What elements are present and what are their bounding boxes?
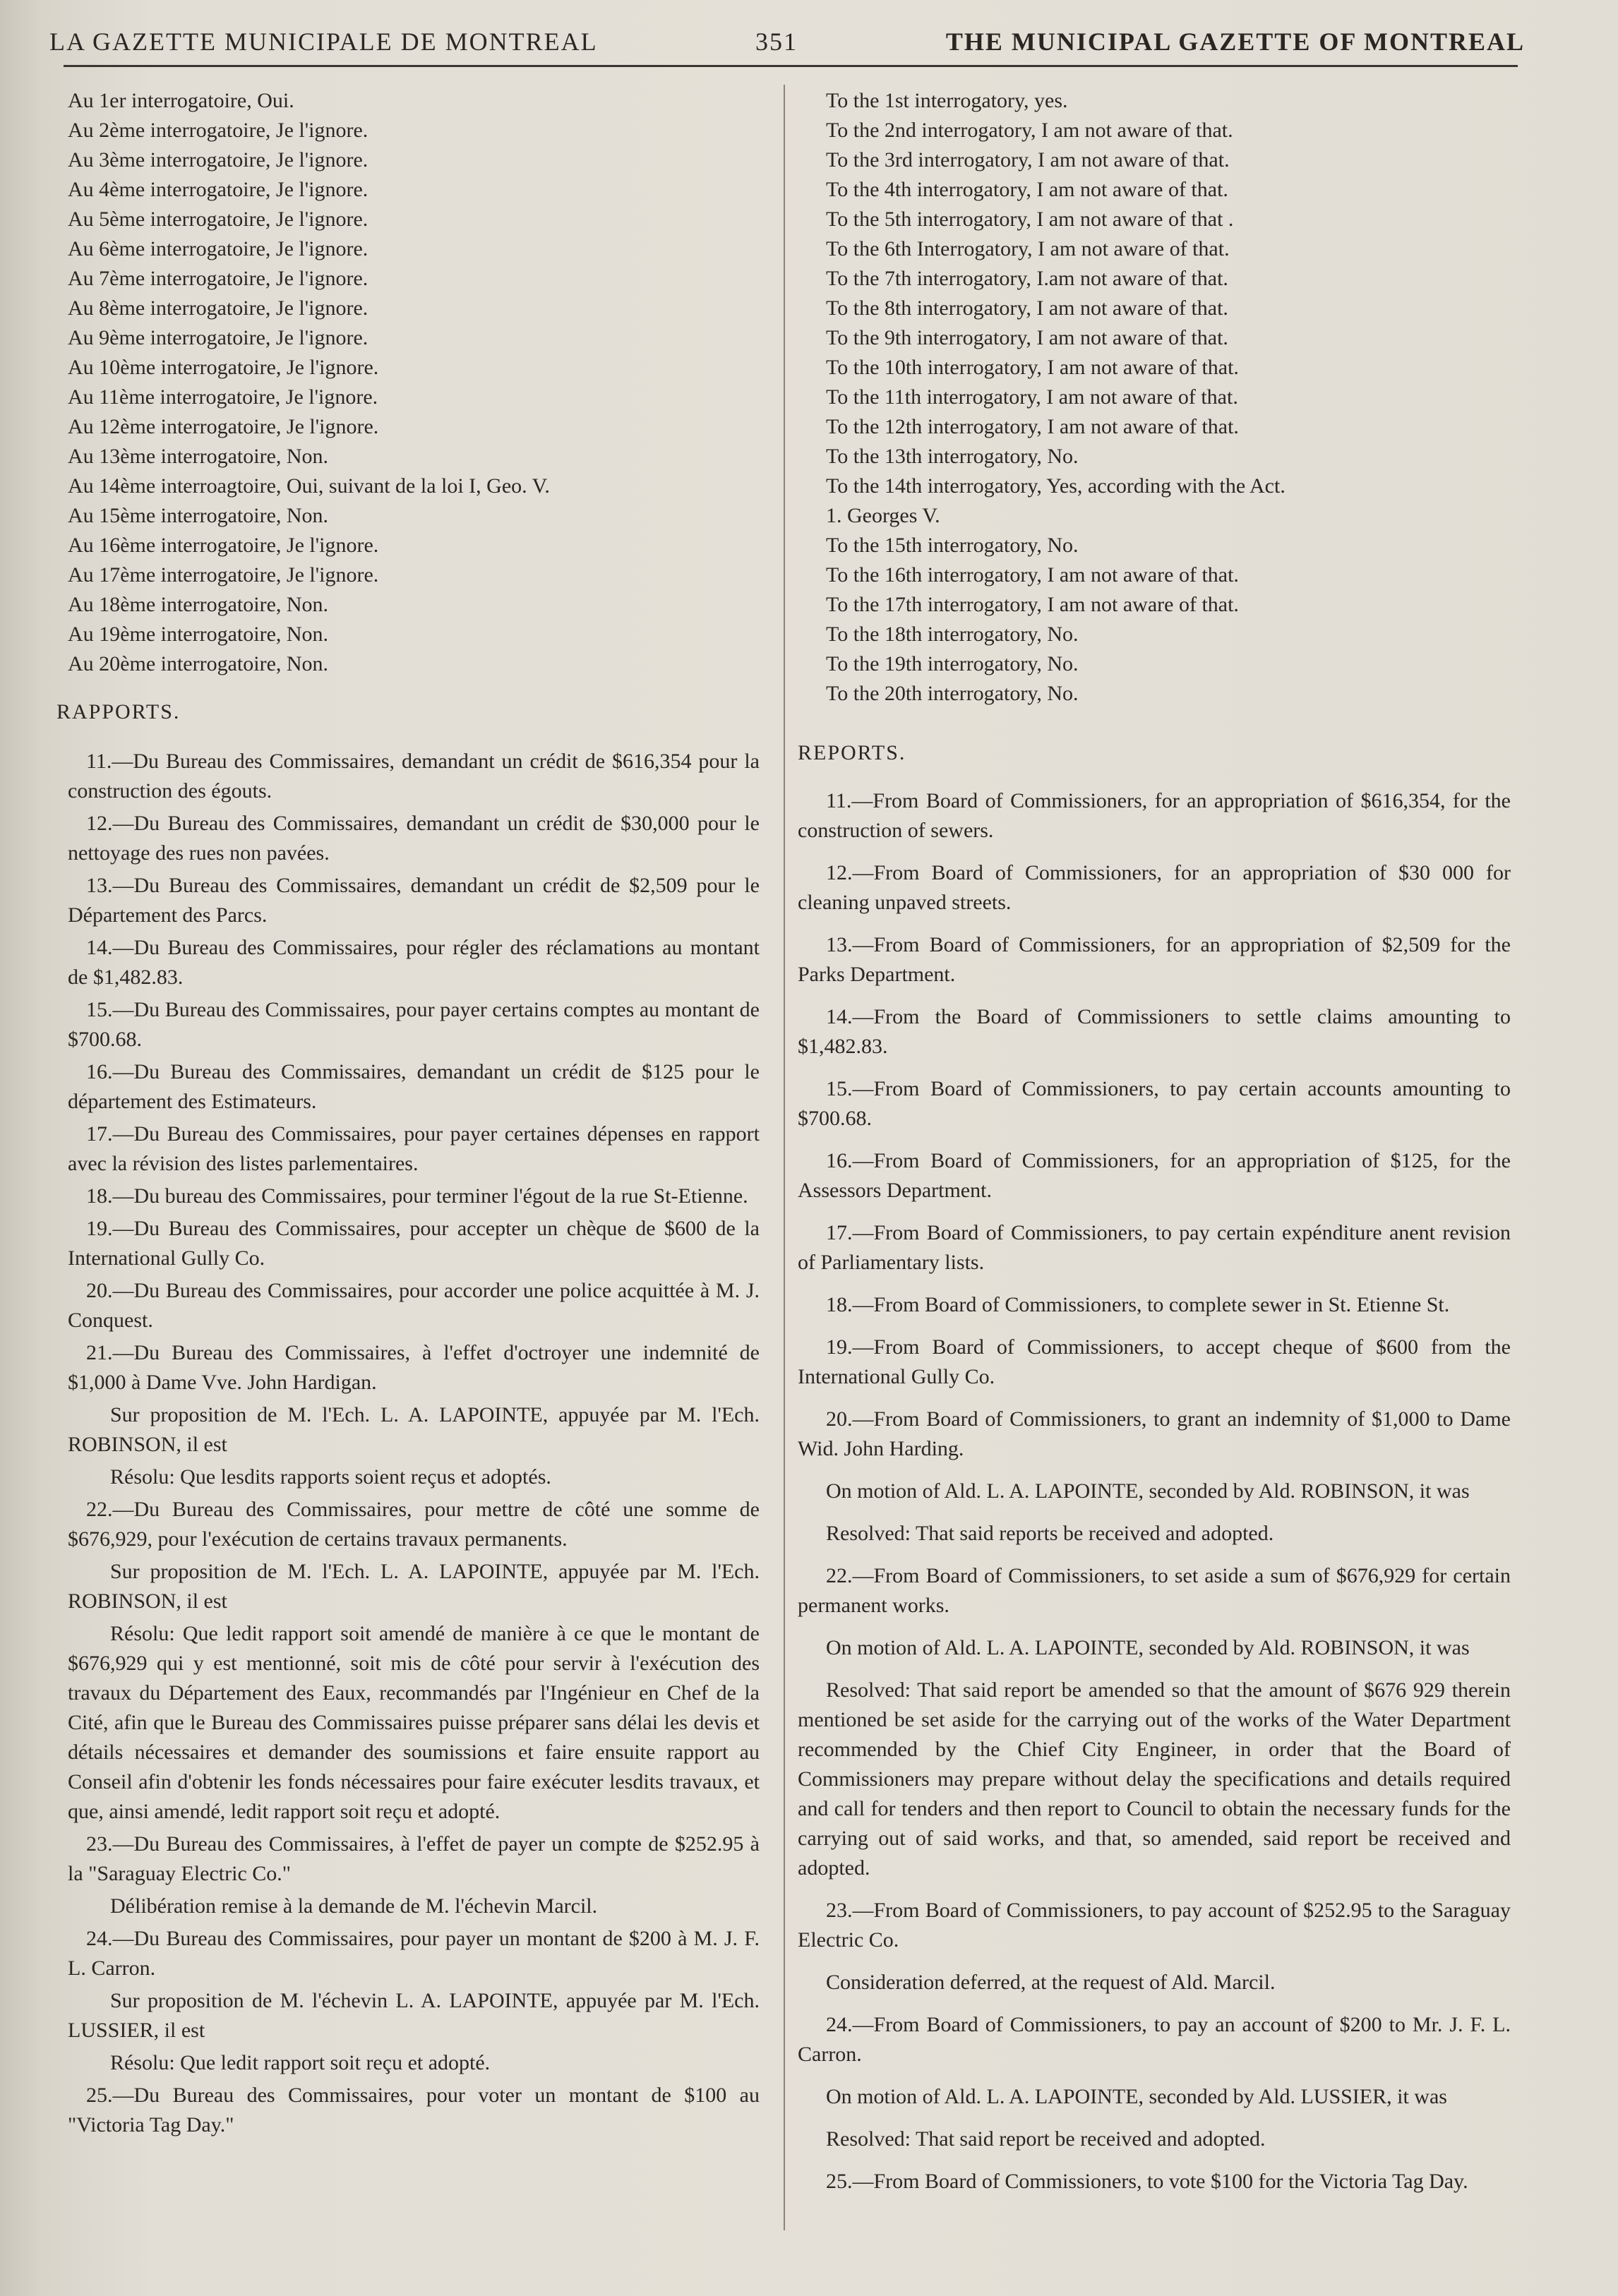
report-paragraph: 17.—From Board of Commissioners, to pay certain expénditure anent revision of Parliamentary lists. (798, 1221, 1511, 1274)
english-reports (798, 786, 1511, 2196)
interrogatory-answer: Au 11ème interrogatoire, Je l'ignore. (68, 385, 378, 409)
interrogatory-answer: 1. Georges V. (826, 504, 940, 527)
interrogatory-answer: To the 14th interrogatory, Yes, according with the Act. (826, 474, 1286, 498)
interrogatory-answer: Au 4ème interrogatoire, Je l'ignore. (68, 178, 368, 201)
report-paragraph: 16.—Du Bureau des Commissaires, demandant un crédit de $125 pour le département des Estimateurs. (68, 1060, 760, 1113)
report-paragraph: Sur proposition de M. l'échevin L. A. LAPOINTE, appuyée par M. l'Ech. LUSSIER, il est (68, 1989, 760, 2042)
interrogatory-answer: Au 3ème interrogatoire, Je l'ignore. (68, 148, 368, 172)
report-paragraph: 24.—Du Bureau des Commissaires, pour payer un montant de $200 à M. J. F. L. Carron. (68, 1927, 760, 1980)
column-divider (784, 85, 785, 2230)
report-paragraph: Délibération remise à la demande de M. l'échevin Marcil. (110, 1894, 598, 1918)
report-paragraph: 13.—Du Bureau des Commissaires, demandant un crédit de $2,509 pour le Département des Parcs. (68, 874, 760, 927)
interrogatory-answer: Au 17ème interrogatoire, Je l'ignore. (68, 563, 379, 587)
report-paragraph: 15.—Du Bureau des Commissaires, pour payer certains comptes au montant de $700.68. (68, 998, 760, 1051)
interrogatory-answer: To the 13th interrogatory, No. (826, 445, 1079, 468)
report-paragraph: 21.—Du Bureau des Commissaires, à l'effet d'octroyer une indemnité de $1,000 à Dame Vve. John Hardigan. (68, 1341, 760, 1394)
report-paragraph: Sur proposition de M. l'Ech. L. A. LAPOINTE, appuyée par M. l'Ech. ROBINSON, il est (68, 1560, 760, 1613)
interrogatory-answer: To the 4th interrogatory, I am not aware of that. (826, 178, 1228, 201)
interrogatory-answer: Au 20ème interrogatoire, Non. (68, 652, 329, 675)
report-paragraph: 19.—Du Bureau des Commissaires, pour accepter un chèque de $600 de la International Gully Co. (68, 1217, 760, 1270)
interrogatory-answer: Au 13ème interrogatoire, Non. (68, 445, 329, 468)
interrogatory-answer: Au 9ème interrogatoire, Je l'ignore. (68, 326, 368, 349)
interrogatory-answer: Au 5ème interrogatoire, Je l'ignore. (68, 208, 368, 231)
french-reports (68, 747, 760, 2140)
interrogatory-answer: Au 7ème interrogatoire, Je l'ignore. (68, 267, 368, 290)
interrogatory-answer: Au 6ème interrogatoire, Je l'ignore. (68, 237, 368, 260)
report-paragraph: 17.—Du Bureau des Commissaires, pour payer certaines dépenses en rapport avec la révision des listes parlementaires. (68, 1122, 760, 1175)
interrogatory-answer: To the 12th interrogatory, I am not aware of that. (826, 415, 1239, 438)
interrogatory-answer: To the 16th interrogatory, I am not aware of that. (826, 563, 1239, 587)
interrogatory-answer: Au 2ème interrogatoire, Je l'ignore. (68, 119, 368, 142)
interrogatory-answer: Au 15ème interrogatoire, Non. (68, 504, 329, 527)
report-paragraph: Resolved: That said report be amended so that the amount of $676 929 therein mentioned be set aside for the carrying out of the works of the Water Department recommended by the Chief City Engineer, in order that the Board of Commissioners may prepare without delay the specifications and details required and call for tenders and then report to Council to obtain the necessary funds for the carrying out of said works, and that, so amended, said report be received and adopted. (798, 1678, 1511, 1880)
report-paragraph: 22.—From Board of Commissioners, to set aside a sum of $676,929 for certain permanent works. (798, 1564, 1511, 1617)
interrogatory-answer: To the 19th interrogatory, No. (826, 652, 1079, 675)
report-paragraph: Résolu: Que ledit rapport soit amendé de manière à ce que le montant de $676,929 qui y est mentionné, soit mis de côté pour servir à l'exécution des travaux du Département des Eaux, recommandés par l'Ingénieur en Chef de la Cité, afin que le Bureau des Commissaires puisse préparer sans délai les devis et détails nécessaires et demander des soumissions et faire ensuite rapport au Conseil afin d'obtenir les fonds nécessaires pour faire exécuter lesdits travaux, et que, ainsi amendé, ledit rapport soit reçu et adopté. (68, 1622, 760, 1823)
report-paragraph: 23.—Du Bureau des Commissaires, à l'effet de payer un compte de $252.95 à la "Saraguay Electric Co." (68, 1832, 760, 1885)
report-paragraph: Résolu: Que ledit rapport soit reçu et adopté. (110, 2051, 491, 2074)
english-interrogatories (798, 86, 1511, 709)
report-paragraph: 25.—Du Bureau des Commissaires, pour voter un montant de $100 au "Victoria Tag Day." (68, 2084, 760, 2136)
interrogatory-answer: To the 5th interrogatory, I am not aware of that . (826, 208, 1234, 231)
header-rule (64, 65, 1518, 67)
interrogatory-answer: Au 12ème interrogatoire, Je l'ignore. (68, 415, 379, 438)
interrogatory-answer: Au 14ème interroagtoire, Oui, suivant de la loi I, Geo. V. (68, 474, 550, 498)
header-english-title: THE MUNICIPAL GAZETTE OF MONTREAL (945, 28, 1525, 56)
french-column (56, 86, 760, 2143)
report-paragraph: Sur proposition de M. l'Ech. L. A. LAPOINTE, appuyée par M. l'Ech. ROBINSON, il est (68, 1403, 760, 1456)
interrogatory-answer: To the 2nd interrogatory, I am not aware of that. (826, 119, 1233, 142)
report-paragraph: 11.—Du Bureau des Commissaires, demandant un crédit de $616,354 pour la construction des égouts. (68, 750, 760, 803)
english-column (798, 86, 1511, 2209)
interrogatory-answer: Au 8ème interrogatoire, Je l'ignore. (68, 296, 368, 320)
report-paragraph: 20.—Du Bureau des Commissaires, pour accorder une police acquittée à M. J. Conquest. (68, 1279, 760, 1332)
report-paragraph: 18.—From Board of Commissioners, to complete sewer in St. Etienne St. (826, 1293, 1450, 1316)
report-paragraph: 16.—From Board of Commissioners, for an appropriation of $125, for the Assessors Department. (798, 1149, 1511, 1202)
interrogatory-answer: To the 1st interrogatory, yes. (826, 89, 1068, 112)
interrogatory-answer: To the 6th Interrogatory, I am not aware of that. (826, 237, 1230, 260)
interrogatory-answer: Au 10ème interrogatoire, Je l'ignore. (68, 356, 379, 379)
report-paragraph: On motion of Ald. L. A. LAPOINTE, seconded by Ald. ROBINSON, it was (826, 1479, 1470, 1503)
report-paragraph: 12.—From Board of Commissioners, for an appropriation of $30 000 for cleaning unpaved streets. (798, 861, 1511, 914)
report-paragraph: On motion of Ald. L. A. LAPOINTE, seconded by Ald. ROBINSON, it was (826, 1636, 1470, 1659)
report-paragraph: 18.—Du bureau des Commissaires, pour terminer l'égout de la rue St-Etienne. (86, 1184, 748, 1208)
french-interrogatories (68, 86, 760, 679)
interrogatory-answer: Au 16ème interrogatoire, Je l'ignore. (68, 534, 379, 557)
report-paragraph: 19.—From Board of Commissioners, to accept cheque of $600 from the International Gully Co. (798, 1335, 1511, 1388)
report-paragraph: 14.—From the Board of Commissioners to settle claims amounting to $1,482.83. (798, 1005, 1511, 1058)
interrogatory-answer: Au 19ème interrogatoire, Non. (68, 623, 329, 646)
interrogatory-answer: To the 11th interrogatory, I am not aware of that. (826, 385, 1238, 409)
report-paragraph: On motion of Ald. L. A. LAPOINTE, seconded by Ald. LUSSIER, it was (826, 2085, 1447, 2108)
report-paragraph: 13.—From Board of Commissioners, for an appropriation of $2,509 for the Parks Department. (798, 933, 1511, 986)
report-paragraph: 12.—Du Bureau des Commissaires, demandant un crédit de $30,000 pour le nettoyage des rues non pavées. (68, 812, 760, 865)
interrogatory-answer: To the 10th interrogatory, I am not aware of that. (826, 356, 1239, 379)
interrogatory-answer: To the 18th interrogatory, No. (826, 623, 1079, 646)
interrogatory-answer: Au 1er interrogatoire, Oui. (68, 89, 294, 112)
interrogatory-answer: To the 17th interrogatory, I am not aware of that. (826, 593, 1239, 616)
interrogatory-answer: To the 15th interrogatory, No. (826, 534, 1079, 557)
report-paragraph: Resolved: That said reports be received and adopted. (826, 1522, 1274, 1545)
report-paragraph: 15.—From Board of Commissioners, to pay certain accounts amounting to $700.68. (798, 1077, 1511, 1130)
interrogatory-answer: To the 8th interrogatory, I am not aware of that. (826, 296, 1228, 320)
interrogatory-answer: To the 7th interrogatory, I.am not aware of that. (826, 267, 1228, 290)
report-paragraph: 20.—From Board of Commissioners, to grant an indemnity of $1,000 to Dame Wid. John Harding. (798, 1407, 1511, 1460)
report-paragraph: 22.—Du Bureau des Commissaires, pour mettre de côté une somme de $676,929, pour l'exécution de certains travaux permanents. (68, 1498, 760, 1551)
report-paragraph: 24.—From Board of Commissioners, to pay an account of $200 to Mr. J. F. L. Carron. (798, 2013, 1511, 2066)
interrogatory-answer: Au 18ème interrogatoire, Non. (68, 593, 329, 616)
report-paragraph: 11.—From Board of Commissioners, for an appropriation of $616,354, for the construction of sewers. (798, 789, 1511, 842)
report-paragraph: 23.—From Board of Commissioners, to pay account of $252.95 to the Saraguay Electric Co. (798, 1899, 1511, 1952)
report-paragraph: Resolved: That said report be received and adopted. (826, 2127, 1266, 2151)
report-paragraph: 25.—From Board of Commissioners, to vote $100 for the Victoria Tag Day. (826, 2170, 1468, 2193)
interrogatory-answer: To the 3rd interrogatory, I am not aware of that. (826, 148, 1230, 172)
french-reports-heading: RAPPORTS. (56, 700, 181, 723)
report-paragraph: 14.—Du Bureau des Commissaires, pour régler des réclamations au montant de $1,482.83. (68, 936, 760, 989)
english-reports-heading: REPORTS. (798, 741, 906, 764)
page-header (49, 21, 1525, 61)
page-number: 351 (755, 28, 798, 56)
interrogatory-answer: To the 20th interrogatory, No. (826, 682, 1079, 705)
header-french-title: LA GAZETTE MUNICIPALE DE MONTREAL (49, 28, 598, 56)
interrogatory-answer: To the 9th interrogatory, I am not aware of that. (826, 326, 1228, 349)
report-paragraph: Résolu: Que lesdits rapports soient reçus et adoptés. (110, 1465, 551, 1489)
report-paragraph: Consideration deferred, at the request of Ald. Marcil. (826, 1971, 1276, 1994)
